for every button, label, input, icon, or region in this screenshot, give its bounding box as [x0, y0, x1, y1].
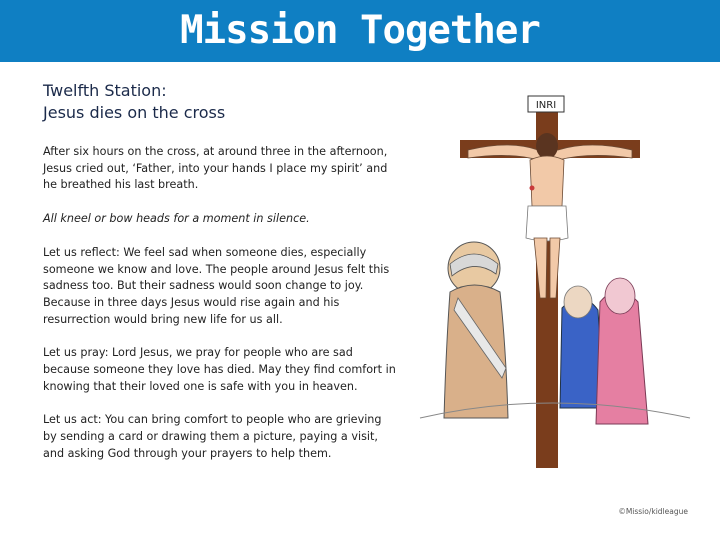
soldier-figure	[444, 242, 508, 418]
header-title: Mission Together	[180, 8, 540, 53]
paragraph-narrative: After six hours on the cross, at around three in the afternoon, Jesus cried out, ‘Father, into your hands I place my spirit’ and he breathed his last breath.	[43, 145, 388, 192]
woman-pink-figure	[596, 278, 648, 424]
paragraph-pray: Let us pray: Lord Jesus, we pray for people who are sad because someone they love has died. May they find comfort in knowing that their loved one is safe with you in heaven.	[43, 346, 396, 393]
paragraph-reflect: Let us reflect: We feel sad when someone dies, especially someone we know and love. The people around Jesus felt this sadness too. But their sadness would soon change to joy. Because in three days Jesus would rise again and his resurrection would bring new life for us all.	[43, 245, 390, 326]
body-text	[43, 144, 398, 480]
copyright-text: ©Missio/kidleague	[618, 507, 688, 516]
station-title-line2: Jesus dies on the cross	[43, 103, 226, 122]
paragraph-instruction: All kneel or bow heads for a moment in silence.	[43, 212, 310, 226]
paragraph-act: Let us act: You can bring comfort to people who are grieving by sending a card or drawing them a picture, paying a visit, and asking God through your prayers to help them.	[43, 413, 382, 460]
station-title	[43, 80, 383, 124]
inri-sign-text: INRI	[535, 100, 557, 111]
station-title-line1: Twelfth Station:	[43, 81, 167, 100]
header-banner	[0, 0, 720, 62]
crucifixion-illustration	[410, 88, 700, 488]
inri-sign	[528, 96, 564, 112]
